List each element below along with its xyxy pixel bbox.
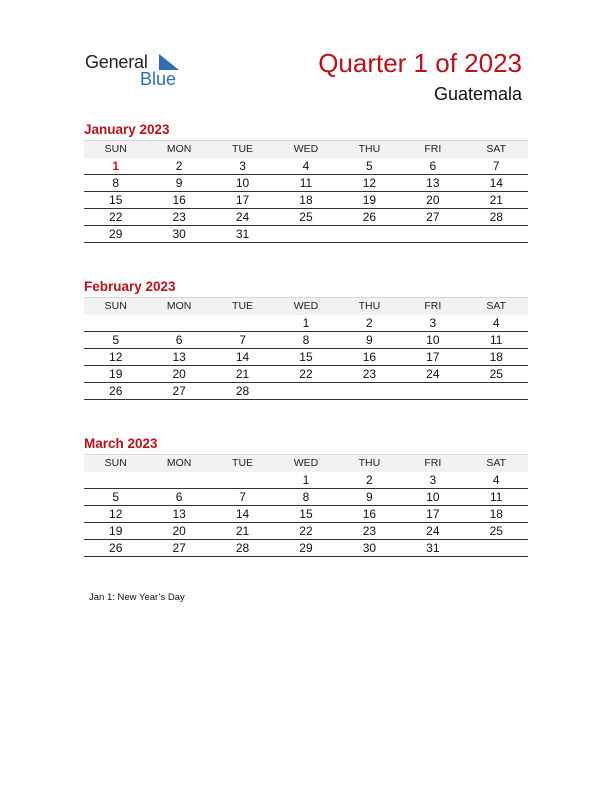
logo-triangle-icon <box>159 54 179 70</box>
day-cell <box>274 383 337 399</box>
day-cell: 5 <box>112 333 120 347</box>
day-cell: 20 <box>426 193 440 207</box>
day-cell: 15 <box>109 193 123 207</box>
day-cell: 16 <box>362 507 377 521</box>
day-cell: 4 <box>492 316 500 330</box>
week-row <box>84 383 528 400</box>
week-row <box>84 489 528 506</box>
day-cell: 4 <box>492 473 500 487</box>
day-cell: 3 <box>429 473 437 487</box>
month-title: February 2023 <box>84 279 176 294</box>
day-cell: 22 <box>299 524 313 538</box>
weekday-label: SUN <box>104 457 127 469</box>
week-row <box>84 315 528 332</box>
weekday-label: TUE <box>232 457 254 469</box>
day-cell: 1 <box>302 473 310 487</box>
day-cell: 18 <box>489 507 503 521</box>
holiday-notes <box>89 592 185 603</box>
day-cell: 9 <box>366 490 373 504</box>
day-cell: 24 <box>426 367 440 381</box>
day-cell: 26 <box>109 541 123 555</box>
day-cell <box>147 472 210 488</box>
month-block-january <box>84 121 528 243</box>
weekday-label: SAT <box>486 457 507 469</box>
day-cell: 19 <box>109 524 123 538</box>
day-cell: 31 <box>426 541 440 555</box>
day-cell: 6 <box>175 490 183 504</box>
day-cell: 11 <box>299 176 313 190</box>
weekday-header <box>84 297 528 315</box>
day-cell: 2 <box>366 473 373 487</box>
week-row <box>84 332 528 349</box>
day-cell: 11 <box>490 333 503 347</box>
day-cell <box>147 315 210 331</box>
weekday-label: MON <box>166 300 192 312</box>
month-title: March 2023 <box>84 436 158 451</box>
weekday-header <box>84 140 528 158</box>
week-row <box>84 226 528 243</box>
day-cell <box>338 383 401 399</box>
week-row <box>84 506 528 523</box>
day-cell: 17 <box>426 350 440 364</box>
weekday-label: FRI <box>424 300 442 312</box>
day-cell: 8 <box>302 490 310 504</box>
day-cell: 11 <box>490 490 503 504</box>
day-cell: 8 <box>302 333 310 347</box>
day-cell: 30 <box>362 541 377 555</box>
day-cell <box>211 472 274 488</box>
day-cell: 25 <box>489 524 503 538</box>
day-cell: 16 <box>362 350 377 364</box>
day-cell: 7 <box>492 159 500 173</box>
logo-word-general: General <box>85 52 148 72</box>
page-title: Quarter 1 of 2023 <box>318 48 522 78</box>
weekday-label: THU <box>358 300 381 312</box>
weekday-label: THU <box>358 143 381 155</box>
weekday-label: FRI <box>424 457 442 469</box>
month-block-march <box>84 435 528 557</box>
day-cell <box>465 540 528 556</box>
logo <box>85 52 195 92</box>
day-cell: 22 <box>109 210 123 224</box>
day-cell <box>84 472 147 488</box>
day-cell: 12 <box>362 176 377 190</box>
day-cell: 23 <box>362 524 377 538</box>
weekday-label: SAT <box>486 143 507 155</box>
day-cell <box>84 315 147 331</box>
day-cell: 20 <box>172 524 186 538</box>
day-cell: 21 <box>489 193 503 207</box>
day-cell: 6 <box>429 159 437 173</box>
day-cell <box>465 226 528 242</box>
day-cell: 13 <box>426 176 440 190</box>
week-row <box>84 175 528 192</box>
day-cell: 3 <box>429 316 437 330</box>
day-cell: 30 <box>172 227 186 241</box>
day-cell: 23 <box>362 367 377 381</box>
week-row <box>84 366 528 383</box>
day-cell: 28 <box>235 384 250 398</box>
week-rows <box>84 158 528 243</box>
day-cell: 16 <box>172 193 186 207</box>
day-cell: 23 <box>172 210 186 224</box>
day-cell: 22 <box>299 367 313 381</box>
day-cell <box>211 315 274 331</box>
week-rows <box>84 315 528 400</box>
day-cell: 25 <box>489 367 503 381</box>
month-title: January 2023 <box>84 122 170 137</box>
day-cell: 10 <box>235 176 250 190</box>
day-cell: 24 <box>426 524 440 538</box>
month-block-february <box>84 278 528 400</box>
day-cell: 17 <box>235 193 250 207</box>
day-cell <box>274 226 337 242</box>
day-cell: 7 <box>239 490 246 504</box>
day-cell: 8 <box>112 176 120 190</box>
weekday-label: MON <box>166 457 192 469</box>
weekday-label: SAT <box>486 300 507 312</box>
day-cell: 2 <box>366 316 373 330</box>
week-row <box>84 349 528 366</box>
day-cell: 24 <box>235 210 250 224</box>
day-cell: 3 <box>239 159 246 173</box>
day-cell: 15 <box>299 350 313 364</box>
week-row <box>84 192 528 209</box>
weekday-label: THU <box>358 457 381 469</box>
day-cell <box>401 226 464 242</box>
weekday-label: WED <box>293 457 319 469</box>
day-cell: 27 <box>172 384 186 398</box>
day-cell: 12 <box>109 507 123 521</box>
day-cell: 7 <box>239 333 246 347</box>
day-cell: 20 <box>172 367 186 381</box>
day-cell <box>338 226 401 242</box>
day-cell: 27 <box>172 541 186 555</box>
day-cell: 5 <box>112 490 120 504</box>
day-cell: 19 <box>109 367 123 381</box>
day-cell: 2 <box>175 159 183 173</box>
day-cell <box>465 383 528 399</box>
day-cell: 26 <box>362 210 377 224</box>
day-cell: 31 <box>235 227 250 241</box>
day-cell: 13 <box>172 350 186 364</box>
week-row <box>84 540 528 557</box>
day-cell: 13 <box>172 507 186 521</box>
logo-word-blue: Blue <box>140 69 177 89</box>
day-cell: 12 <box>109 350 123 364</box>
day-cell: 14 <box>235 350 250 364</box>
day-cell: 9 <box>366 333 373 347</box>
week-row <box>84 472 528 489</box>
day-cell: 21 <box>235 367 250 381</box>
weekday-label: FRI <box>424 143 442 155</box>
day-cell: 5 <box>366 159 373 173</box>
weekday-header <box>84 454 528 472</box>
week-row <box>84 523 528 540</box>
day-cell: 25 <box>299 210 313 224</box>
day-cell: 28 <box>489 210 503 224</box>
day-cell: 19 <box>362 193 377 207</box>
weekday-label: TUE <box>232 143 254 155</box>
day-cell: 14 <box>489 176 503 190</box>
day-cell: 27 <box>426 210 440 224</box>
day-cell <box>401 383 464 399</box>
day-cell: 1 <box>302 316 310 330</box>
day-cell: 1 <box>112 159 120 173</box>
day-cell: 4 <box>302 159 310 173</box>
day-cell: 15 <box>299 507 313 521</box>
day-cell: 10 <box>426 333 440 347</box>
day-cell: 9 <box>175 176 183 190</box>
day-cell: 17 <box>426 507 440 521</box>
weekday-label: MON <box>166 143 192 155</box>
day-cell: 6 <box>175 333 183 347</box>
day-cell: 18 <box>489 350 503 364</box>
weekday-label: WED <box>293 300 319 312</box>
weekday-label: TUE <box>232 300 254 312</box>
day-cell: 29 <box>109 227 123 241</box>
week-row <box>84 158 528 175</box>
day-cell: 18 <box>299 193 313 207</box>
country-name: Guatemala <box>433 84 522 104</box>
day-cell: 10 <box>426 490 440 504</box>
holiday-note: Jan 1: New Year’s Day <box>89 592 185 603</box>
day-cell: 28 <box>235 541 250 555</box>
day-cell: 29 <box>299 541 313 555</box>
day-cell: 21 <box>235 524 250 538</box>
weekday-label: SUN <box>104 300 127 312</box>
week-row <box>84 209 528 226</box>
day-cell: 26 <box>109 384 123 398</box>
week-rows <box>84 472 528 557</box>
day-cell: 14 <box>235 507 250 521</box>
weekday-label: SUN <box>104 143 127 155</box>
weekday-label: WED <box>293 143 319 155</box>
